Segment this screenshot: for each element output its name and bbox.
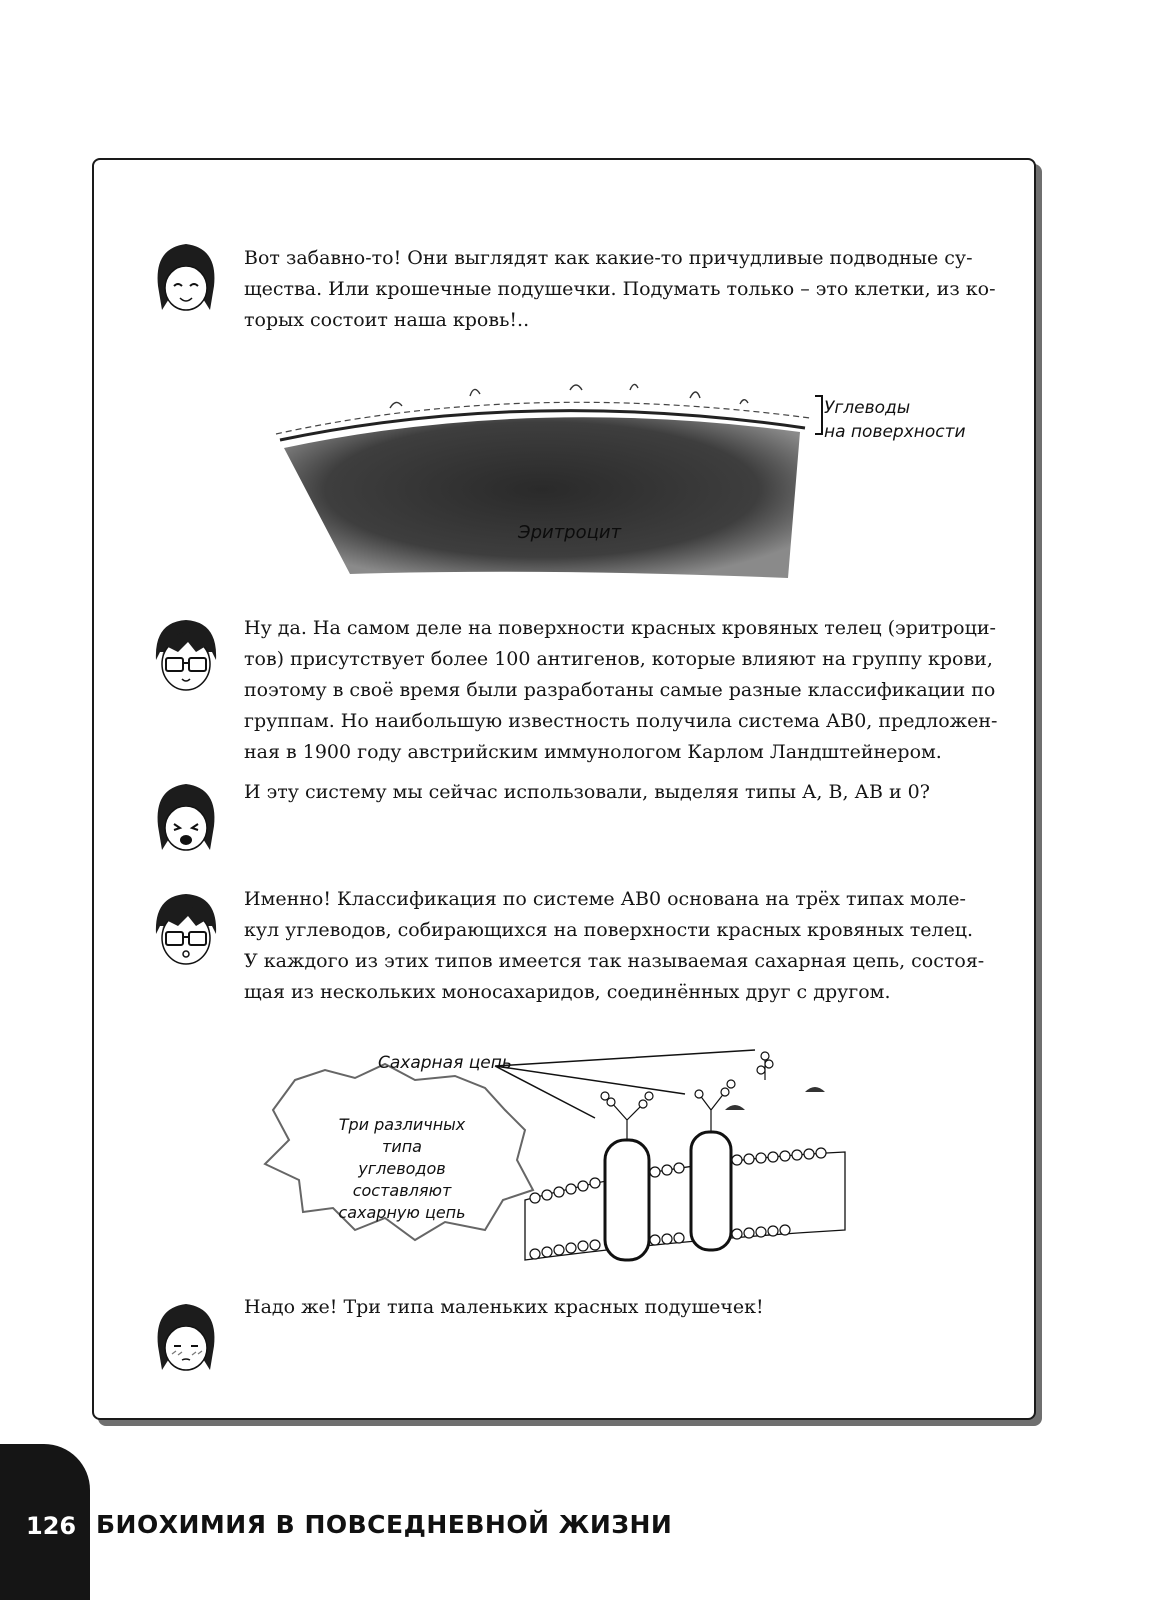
dialogue-line: щества. Или крошечные подушечки. Подумать только – это клетки, из ко- <box>244 278 996 300</box>
dialogue-line: И эту систему мы сейчас использовали, выделяя типы А, В, АВ и 0? <box>244 781 930 803</box>
dialogue-line: щая из нескольких моносахаридов, соединённых друг с другом. <box>244 981 891 1003</box>
dialogue-line: Вот забавно-то! Они выглядят как какие-то причудливые подводные су- <box>244 247 973 269</box>
bubble-line-3: сахарную цепь <box>338 1203 466 1222</box>
boy-avatar-icon <box>148 616 224 698</box>
dialogue-line: ная в 1900 году австрийским иммунологом Карлом Ландштейнером. <box>244 741 942 763</box>
bubble-line-2: углеводов составляют <box>352 1159 452 1200</box>
page-number: 126 <box>26 1512 77 1540</box>
girl-avatar-icon <box>148 238 224 320</box>
dialogue-1 <box>244 243 1016 336</box>
dialogue-line: тов) присутствует более 100 антигенов, которые влияют на группу крови, <box>244 648 993 670</box>
dialogue-line: Надо же! Три типа маленьких красных подушечек! <box>244 1296 764 1318</box>
dialogue-line: У каждого из этих типов имеется так называемая сахарная цепь, состоя- <box>244 950 985 972</box>
dialogue-4 <box>244 884 1016 1008</box>
girl-avatar-icon <box>148 778 224 860</box>
dialogue-line: Именно! Классификация по системе АВ0 основана на трёх типах моле- <box>244 888 966 910</box>
boy-avatar-icon <box>148 890 224 972</box>
dialogue-line: торых состоит наша кровь!.. <box>244 309 530 331</box>
girl-avatar-icon <box>148 1298 224 1380</box>
dialogue-5 <box>244 1292 1016 1323</box>
carbohydrates-label-line2: на поверхности <box>824 422 966 442</box>
dialogue-line: поэтому в своё время были разработаны самые разные классификации по <box>244 679 996 701</box>
speech-bubble-text <box>322 1114 482 1224</box>
sugar-chain-label: Сахарная цепь <box>378 1053 512 1073</box>
dialogue-2 <box>244 613 1016 768</box>
dialogue-line: Ну да. На самом деле на поверхности красных кровяных телец (эритроци- <box>244 617 996 639</box>
dialogue-3 <box>244 777 1016 808</box>
carbohydrates-label-line1: Углеводы <box>824 398 911 418</box>
carbohydrates-label <box>824 396 966 444</box>
dialogue-line: группам. Но наибольшую известность получила система АВ0, предложен- <box>244 710 998 732</box>
footer-title: БИОХИМИЯ В ПОВСЕДНЕВНОЙ ЖИЗНИ <box>96 1510 673 1539</box>
dialogue-line: кул углеводов, собирающихся на поверхности красных кровяных телец. <box>244 919 974 941</box>
erythrocyte-label: Эритроцит <box>518 522 622 543</box>
bubble-line-1: Три различных типа <box>338 1115 466 1156</box>
